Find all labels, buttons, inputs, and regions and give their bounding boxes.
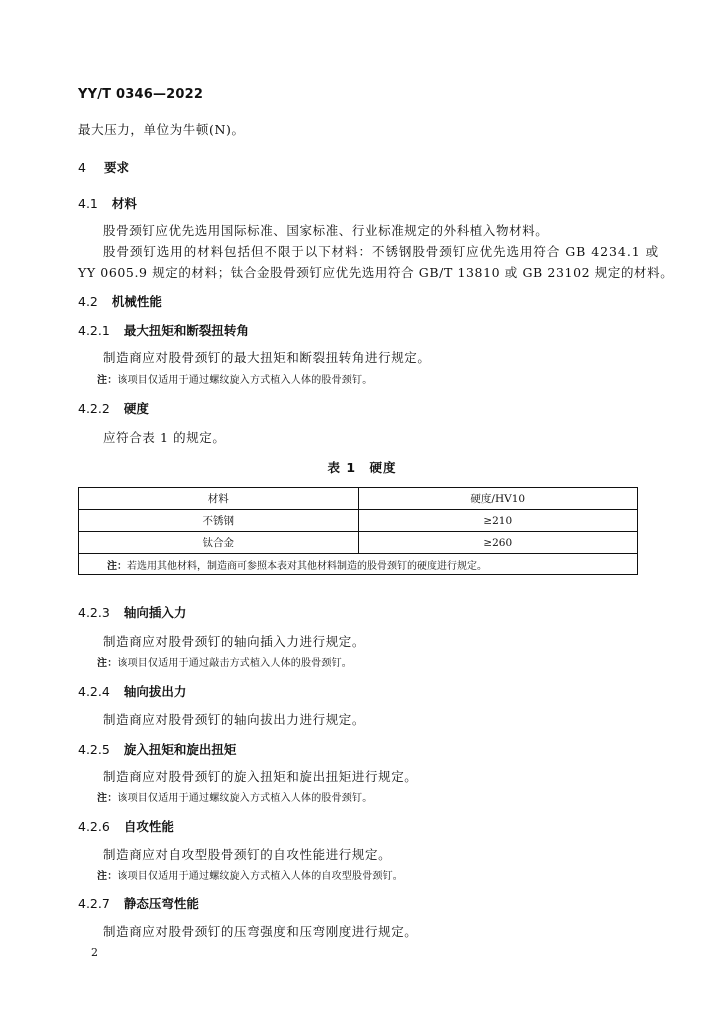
note-label: 注：: [107, 560, 127, 572]
section-4-2-2-heading: [78, 399, 149, 417]
table-header-cell: 硬度/HV10: [358, 488, 638, 510]
section-number: 4: [78, 160, 86, 175]
section-4-2-3-heading: [78, 603, 186, 621]
standard-number: YY/T 0346—2022: [78, 87, 204, 102]
section-title: 材料: [111, 196, 137, 211]
section-number: 4.2.2: [78, 401, 110, 416]
note-text: 该项目仅适用于通过敲击方式植入人体的股骨颈钉。: [117, 658, 353, 669]
section-title: 要求: [103, 160, 129, 175]
table-header-row: [79, 488, 638, 510]
section-number: 4.2.1: [78, 323, 110, 338]
section-title: 机械性能: [111, 294, 162, 309]
section-title: 硬度: [123, 401, 149, 416]
section-title: 轴向拔出力: [123, 684, 187, 699]
section-number: 4.2.5: [78, 742, 110, 757]
table-cell: 不锈钢: [79, 510, 359, 532]
paragraph-continuation: YY 0605.9 规定的材料；钛合金股骨颈钉应优先选用符合 GB/T 13810 或 GB 23102 规定的材料。: [78, 265, 674, 280]
section-4-2-6-heading: [78, 817, 174, 835]
section-number: 4.2.4: [78, 684, 110, 699]
note-text: 该项目仅适用于通过螺纹旋入方式植入人体的股骨颈钉。: [117, 793, 373, 804]
note-label: 注：: [97, 871, 118, 882]
section-title: 旋入扭矩和旋出扭矩: [123, 742, 237, 757]
section-title: 静态压弯性能: [123, 896, 199, 911]
section-4-2-5-heading: [78, 740, 236, 758]
hardness-table: [78, 487, 638, 575]
note: [97, 867, 403, 882]
paragraph: 应符合表 1 的规定。: [103, 430, 226, 445]
paragraph: 制造商应对股骨颈钉的轴向拔出力进行规定。: [103, 712, 366, 727]
note-label: 注：: [97, 375, 118, 386]
table-note-row: [79, 554, 638, 575]
table-note: [79, 554, 638, 575]
table-row: [79, 510, 638, 532]
note: [97, 654, 352, 669]
note-text: 若选用其他材料，制造商可参照本表对其他材料制造的股骨颈钉的硬度进行规定。: [127, 560, 487, 572]
section-title: 轴向插入力: [123, 605, 187, 620]
note-text: 该项目仅适用于通过螺纹旋入方式植入人体的股骨颈钉。: [117, 375, 373, 386]
section-4-1-heading: [78, 194, 137, 212]
paragraph: 股骨颈钉应优先选用国际标准、国家标准、行业标准规定的外科植入物材料。: [103, 223, 549, 238]
note-text: 该项目仅适用于通过螺纹旋入方式植入人体的自攻型股骨颈钉。: [117, 871, 404, 882]
note: [97, 789, 372, 804]
note-label: 注：: [97, 658, 118, 669]
note-label: 注：: [97, 793, 118, 804]
paragraph: 制造商应对股骨颈钉的压弯强度和压弯刚度进行规定。: [103, 924, 418, 939]
table-row: [79, 532, 638, 554]
section-4-heading: [78, 158, 129, 176]
section-number: 4.2.3: [78, 605, 110, 620]
section-4-2-heading: [78, 292, 162, 310]
section-number: 4.2.7: [78, 896, 110, 911]
section-4-2-7-heading: [78, 894, 199, 912]
paragraph: 制造商应对股骨颈钉的最大扭矩和断裂扭转角进行规定。: [103, 350, 431, 365]
section-number: 4.2.6: [78, 819, 110, 834]
table-caption: 表 1 硬度: [327, 460, 397, 475]
note: [97, 371, 372, 386]
table-cell: 钛合金: [79, 532, 359, 554]
section-number: 4.2: [78, 294, 98, 309]
section-title: 自攻性能: [123, 819, 174, 834]
paragraph: 股骨颈钉选用的材料包括但不限于以下材料：不锈钢股骨颈钉应优先选用符合 GB 4234.1 或: [103, 244, 660, 259]
paragraph: 制造商应对股骨颈钉的旋入扭矩和旋出扭矩进行规定。: [103, 769, 418, 784]
intro-line: 最大压力，单位为牛顿(N)。: [78, 122, 245, 137]
section-number: 4.1: [78, 196, 98, 211]
paragraph: 制造商应对自攻型股骨颈钉的自攻性能进行规定。: [103, 847, 392, 862]
section-4-2-4-heading: [78, 682, 186, 700]
page-number: 2: [91, 946, 98, 959]
section-4-2-1-heading: [78, 321, 249, 339]
paragraph: 制造商应对股骨颈钉的轴向插入力进行规定。: [103, 634, 366, 649]
table-header-cell: 材料: [79, 488, 359, 510]
table-cell: ≥210: [358, 510, 638, 532]
table-cell: ≥260: [358, 532, 638, 554]
section-title: 最大扭矩和断裂扭转角: [123, 323, 249, 338]
